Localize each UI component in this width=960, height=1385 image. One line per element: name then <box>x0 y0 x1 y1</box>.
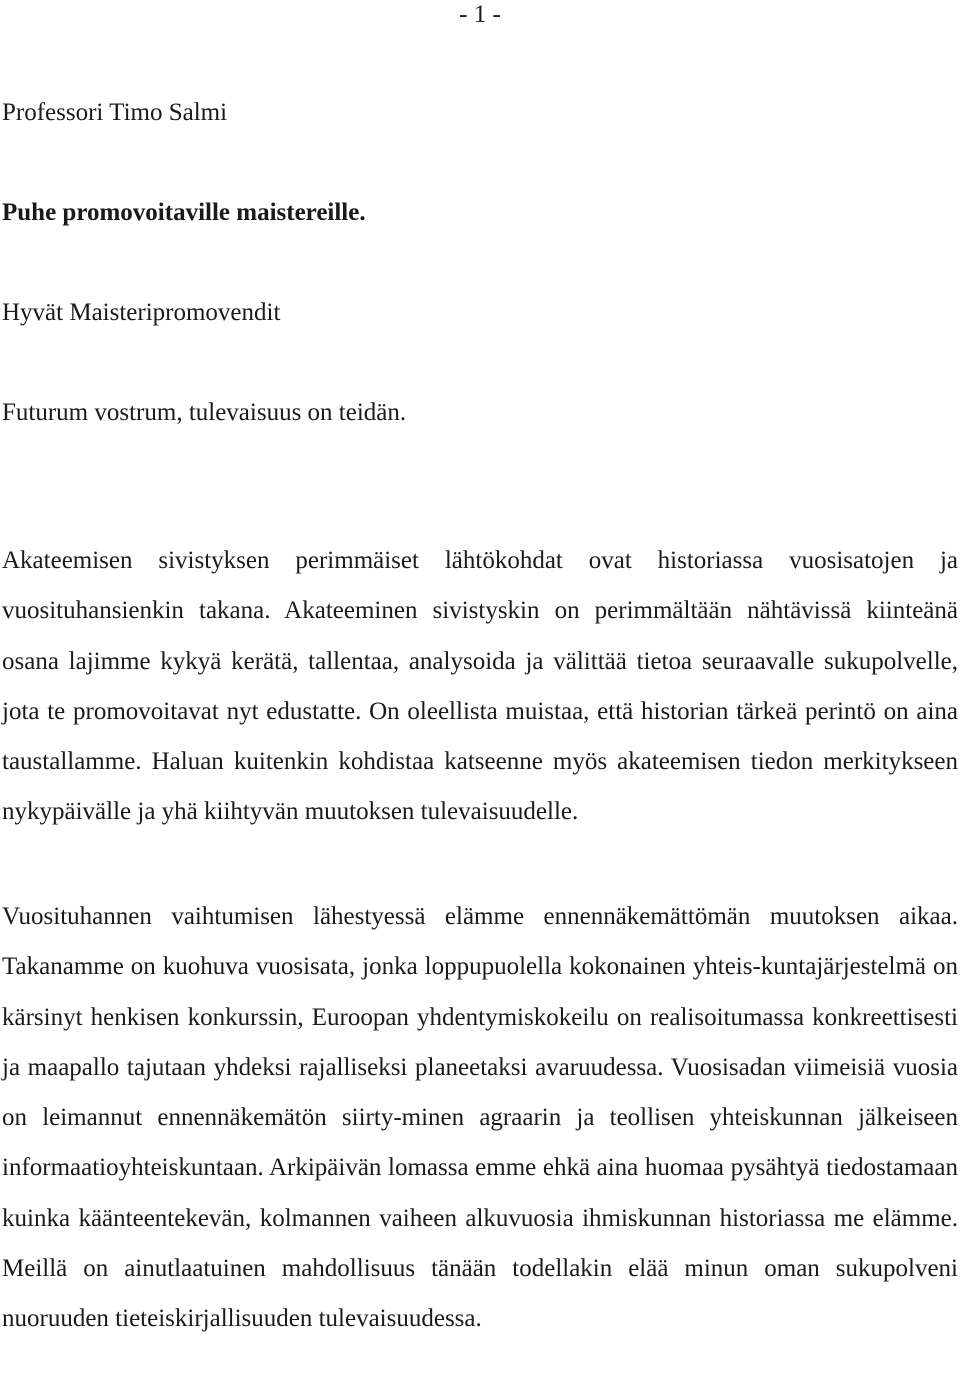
motto: Futurum vostrum, tulevaisuus on teidän. <box>2 399 407 426</box>
author-line: Professori Timo Salmi <box>2 99 228 126</box>
paragraph-1: Akateemisen sivistyksen perimmäiset lähtökohdat ovat historiassa vuosisatojen ja vuosituhansienkin takana. Akateeminen sivistyskin on perimmältään nähtävissä kiinteänä osana lajimme kykyä kerätä, tallentaa, analysoida ja välittää tietoa seuraavalle sukupolvelle, jota te promovoitavat nyt edustatte. On oleellista muistaa, että historian tärkeä perintö on aina taustallamme. Haluan kuitenkin kohdistaa katseenne myös akateemisen tiedon merkitykseen nykypäivälle ja yhä kiihtyvän muutoksen tulevaisuudelle. <box>2 547 958 826</box>
page-number: - 1 - <box>459 1 501 28</box>
greeting: Hyvät Maisteripromovendit <box>2 299 281 326</box>
paragraph-2: Vuosituhannen vaihtumisen lähestyessä elämme ennennäkemättömän muutoksen aikaa. Takanamme on kuohuva vuosisata, jonka loppupuolella kokonainen yhteis-kuntajärjestelmä on kärsinyt henkisen konkurssin, Euroopan yhdentymiskokeilu on realisoitumassa konkreettisesti ja maapallo tajutaan yhdeksi rajalliseksi planeetaksi avaruudessa. Vuosisadan viimeisiä vuosia on leimannut ennennäkemätön siirty-minen agraarin ja teollisen yhteiskunnan jälkeiseen informaatioyhteiskuntaan. Arkipäivän lomassa emme ehkä aina huomaa pysähtyä tiedostamaan kuinka käänteentekevän, kolmannen vaiheen alkuvuosia ihmiskunnan historiassa me elämme. Meillä on ainutlaatuinen mahdollisuus tänään todellakin elää minun oman sukupolveni nuoruuden tieteiskirjallisuuden tulevaisuudessa. <box>2 903 958 1333</box>
speech-title: Puhe promovoitaville maistereille. <box>2 199 366 226</box>
